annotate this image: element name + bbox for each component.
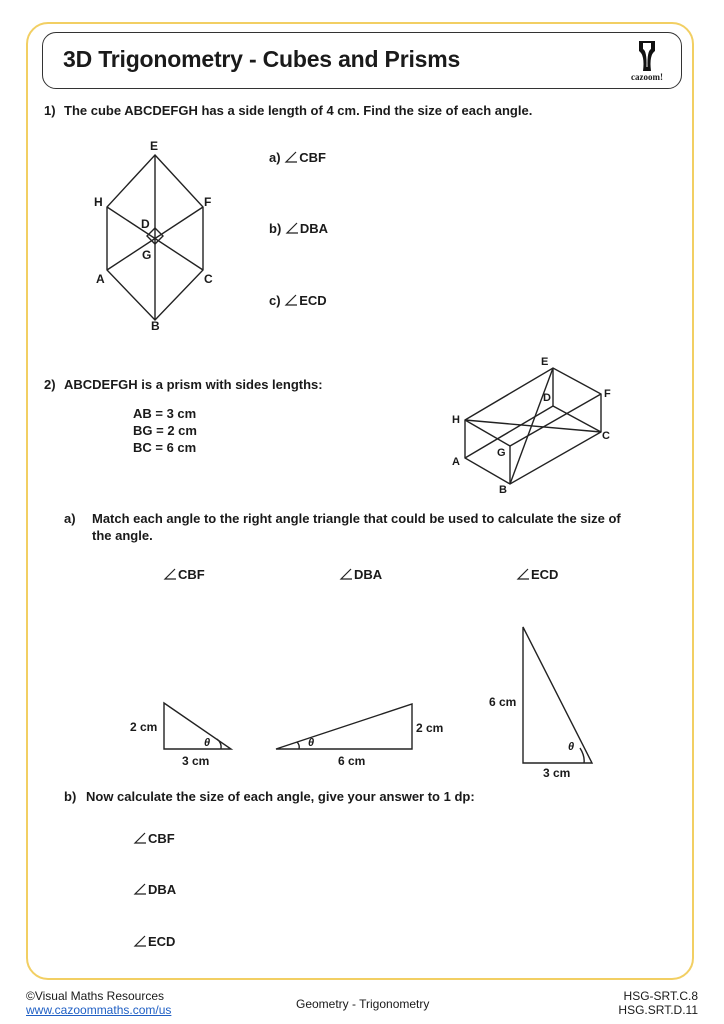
footer-topic: Geometry - Trigonometry [296, 997, 430, 1011]
angle-icon [133, 883, 147, 895]
q2-side-bg: BG = 2 cm [133, 423, 197, 438]
triangle-3-angle-arc [580, 748, 584, 763]
q2-prompt: ABCDEFGH is a prism with sides lengths: [64, 377, 323, 392]
triangle-1-base: 3 cm [182, 754, 210, 768]
footer-website-link[interactable]: www.cazoommaths.com/us [26, 1003, 172, 1017]
triangle-1-theta: θ [204, 737, 211, 749]
q2-part-a-label: a) [64, 511, 76, 526]
q2-vertex-g: G [497, 447, 506, 459]
q2-part-b-label: b) [64, 789, 77, 804]
answer-angle-cbf [133, 831, 175, 846]
q2-part-a-line2: the angle. [92, 528, 153, 543]
answer-angle-dba [133, 882, 176, 897]
q1-number: 1) [44, 103, 56, 118]
match-angle-dba-text: DBA [354, 567, 383, 582]
triangle-3-height: 6 cm [489, 695, 517, 709]
q2-vertex-b: B [499, 484, 507, 496]
answer-angle-dba-text: DBA [148, 882, 177, 897]
q2-part-a-line1: Match each angle to the right angle triangle that could be used to calculate the size of [92, 511, 621, 526]
q2-side-ab: AB = 3 cm [133, 406, 197, 421]
logo-wordmark: cazoom! [631, 72, 663, 82]
q1-vertex-e: E [150, 139, 159, 153]
q1-vertex-h: H [94, 195, 103, 209]
q1-vertex-b: B [151, 319, 160, 333]
q1-vertex-d: D [141, 217, 150, 231]
q1-part-c-angle: ECD [299, 293, 327, 308]
answer-angle-ecd [133, 934, 175, 949]
footer-copyright: ©Visual Maths Resources [26, 989, 165, 1003]
q1-vertex-f: F [204, 195, 212, 209]
angle-icon [133, 832, 147, 844]
triangle-1 [164, 703, 231, 749]
match-angle-ecd-text: ECD [531, 567, 559, 582]
q2-vertex-f: F [604, 388, 611, 400]
answer-angle-cbf-text: CBF [148, 831, 175, 846]
footer-left [26, 989, 171, 1017]
q1-vertex-a: A [96, 272, 105, 286]
triangle-3 [523, 627, 592, 763]
triangle-1-height: 2 cm [130, 720, 158, 734]
triangle-2-height: 2 cm [416, 721, 444, 735]
footer-standards [618, 989, 698, 1017]
triangle-2-theta: θ [308, 737, 315, 749]
answer-angle-ecd-text: ECD [148, 934, 176, 949]
q1-vertex-g: G [142, 248, 152, 262]
triangle-2-base: 6 cm [338, 754, 366, 768]
triangle-2-angle-arc [297, 742, 299, 749]
q2-vertex-h: H [452, 414, 460, 426]
match-angle-cbf-text: CBF [178, 567, 205, 582]
q1-part-b-label: b) [269, 221, 282, 236]
angle-icon [133, 935, 147, 947]
q2-part-b-prompt: Now calculate the size of each angle, give your answer to 1 dp: [86, 789, 475, 804]
q1-vertex-c: C [204, 272, 213, 286]
q1-part-a-label: a) [269, 150, 281, 165]
q1-part-c-label: c) [269, 293, 281, 308]
triangle-3-theta: θ [568, 741, 575, 753]
q1-part-a-angle: CBF [299, 150, 326, 165]
q2-vertex-e: E [541, 356, 549, 368]
footer-standard-1: HSG-SRT.C.8 [623, 989, 698, 1003]
q1-part-b-angle: DBA [299, 221, 329, 236]
triangle-3-base: 3 cm [543, 766, 571, 780]
footer-standard-2: HSG.SRT.D.11 [618, 1003, 698, 1017]
page-title: 3D Trigonometry - Cubes and Prisms [63, 46, 461, 72]
q1-prompt: The cube ABCDEFGH has a side length of 4 cm. Find the size of each angle. [64, 103, 533, 118]
q2-vertex-c: C [602, 430, 610, 442]
q2-vertex-d: D [543, 392, 551, 404]
q2-number: 2) [44, 377, 56, 392]
q2-side-bc: BC = 6 cm [133, 440, 197, 455]
q2-vertex-a: A [452, 456, 460, 468]
triangle-2 [276, 704, 412, 749]
